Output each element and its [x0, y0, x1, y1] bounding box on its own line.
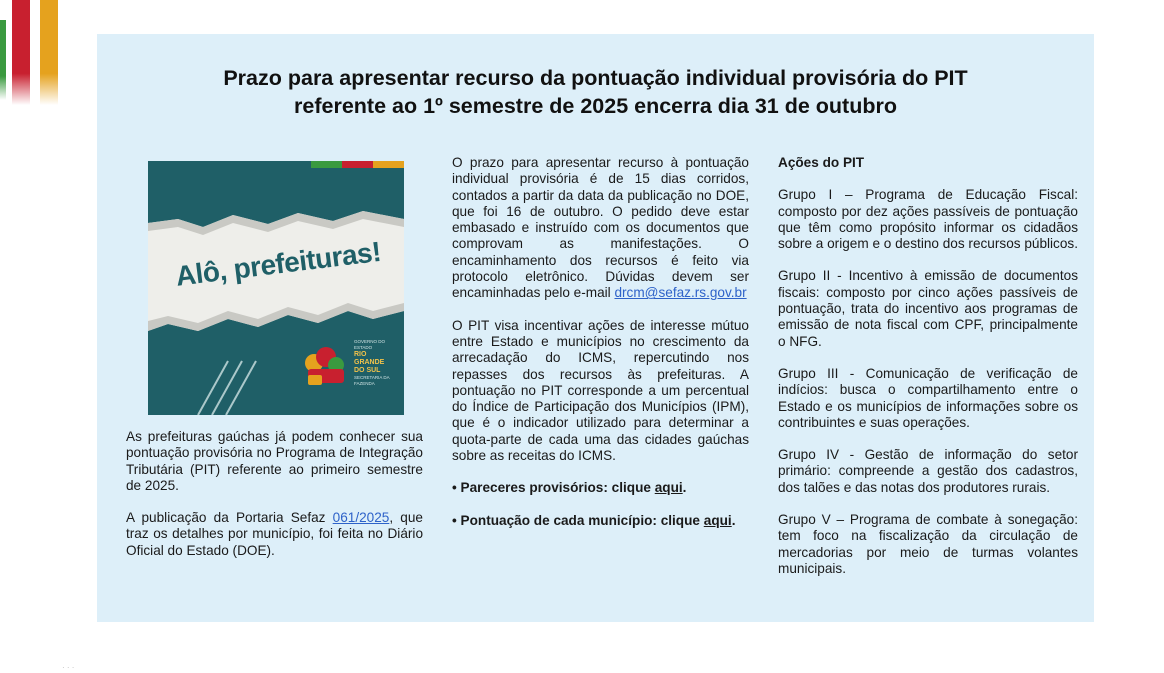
pareceres-bullet [452, 480, 749, 496]
brand-stripes-icon [0, 0, 60, 110]
poster-headline: Alô, prefeituras! [174, 235, 383, 292]
acoes-column [778, 155, 1078, 577]
rs-logo-footer-text: SECRETARIA DA FAZENDA [354, 375, 390, 386]
grupo-2-paragraph: Grupo II - Incentivo à emissão de documentos fiscais: composto por cinco ações passíveis de pontuação, trata do incentivo aos programas de emissão de nota fiscal com CPF, principalmente o NFG. [778, 268, 1078, 349]
grupo-3-paragraph: Grupo III - Comunicação de verificação de indícios: busca o compartilhamento entre o Estado e os municípios de informações sobre os contribuintes e suas operações. [778, 365, 1078, 430]
rs-logo-name: RIO GRANDE DO SUL [354, 351, 385, 374]
pontuacao-aqui-link[interactable]: aqui [703, 512, 732, 528]
grupo-1-paragraph: Grupo I – Programa de Educação Fiscal: composto por dez ações passíveis de pontuação que têm como propósito informar os cidadãos sobre a origem e o destino dos recursos públicos. [778, 187, 1078, 252]
alo-prefeituras-poster [148, 161, 404, 415]
email-link[interactable]: drcm@sefaz.rs.gov.br [614, 285, 747, 301]
pareceres-bullet-end: . [682, 480, 687, 496]
acoes-heading: Ações do PIT [778, 155, 865, 170]
prazo-text: O prazo para apresentar recurso à pontuação individual provisória é de 15 dias corridos, contados a partir da data da publicação no DOE, que foi 16 de outubro. O pedido deve estar embasado e instruído com os documentos que comprovam as manifestações. O encaminhamento dos recursos é feito via protocolo eletrônico. Dúvidas devem ser encaminhadas pelo e-mail [452, 155, 749, 301]
footer-ellipsis-icon: · · · [62, 663, 75, 672]
grupo-5-paragraph: Grupo V – Programa de combate à sonegação: tem foco na fiscalização da circulação de mercadorias por meio de turmas volantes municipais. [778, 512, 1078, 576]
rs-logo-text [354, 339, 396, 387]
pontuacao-bullet-end: . [731, 512, 736, 528]
pareceres-bullet-text: • Pareceres provisórios: clique [452, 480, 655, 496]
portaria-link[interactable]: 061/2025 [332, 510, 390, 526]
intro-paragraph: As prefeituras gaúchas já podem conhecer sua pontuação provisória no Programa de Integração Tributária (PIT) referente ao primeiro semestre de 2025. [126, 429, 423, 493]
portaria-paragraph [126, 510, 423, 559]
intro-column [126, 429, 423, 559]
grupo-4-paragraph: Grupo IV - Gestão de informação do setor primário: compreende a gestão dos cadastros, dos talões e das notas dos produtores rurais. [778, 447, 1078, 495]
title-line-1: Prazo para apresentar recurso da pontuação individual provisória do PIT [223, 66, 968, 90]
rs-logo-small-text: GOVERNO DO ESTADO [354, 339, 386, 350]
portaria-text-before: A publicação da Portaria Sefaz [126, 510, 333, 526]
prazo-paragraph [452, 155, 749, 302]
pontuacao-bullet-text: • Pontuação de cada município: clique [452, 512, 704, 528]
portaria-text-after: , que traz os detalhes por município, foi feita no Diário Oficial do Estado (DOE). [126, 510, 423, 558]
prazo-column [452, 155, 749, 529]
pareceres-aqui-link[interactable]: aqui [654, 480, 683, 496]
page-title [137, 64, 1054, 120]
pit-paragraph: O PIT visa incentivar ações de interesse mútuo entre Estado e municípios no crescimento da arrecadação do ICMS, repercutindo nos repasses dos recursos às prefeituras. A pontuação no PIT corresponde a um percentual do Índice de Participação dos Municípios (IPM), que é o indicador utilizado para determinar a quota-parte de cada uma das cidades gaúchas sobre as receitas do ICMS. [452, 317, 749, 464]
rs-government-logo-icon [294, 331, 354, 391]
news-panel [97, 34, 1094, 622]
title-line-2: referente ao 1º semestre de 2025 encerra dia 31 de outubro [294, 94, 897, 118]
pontuacao-bullet [452, 513, 749, 529]
